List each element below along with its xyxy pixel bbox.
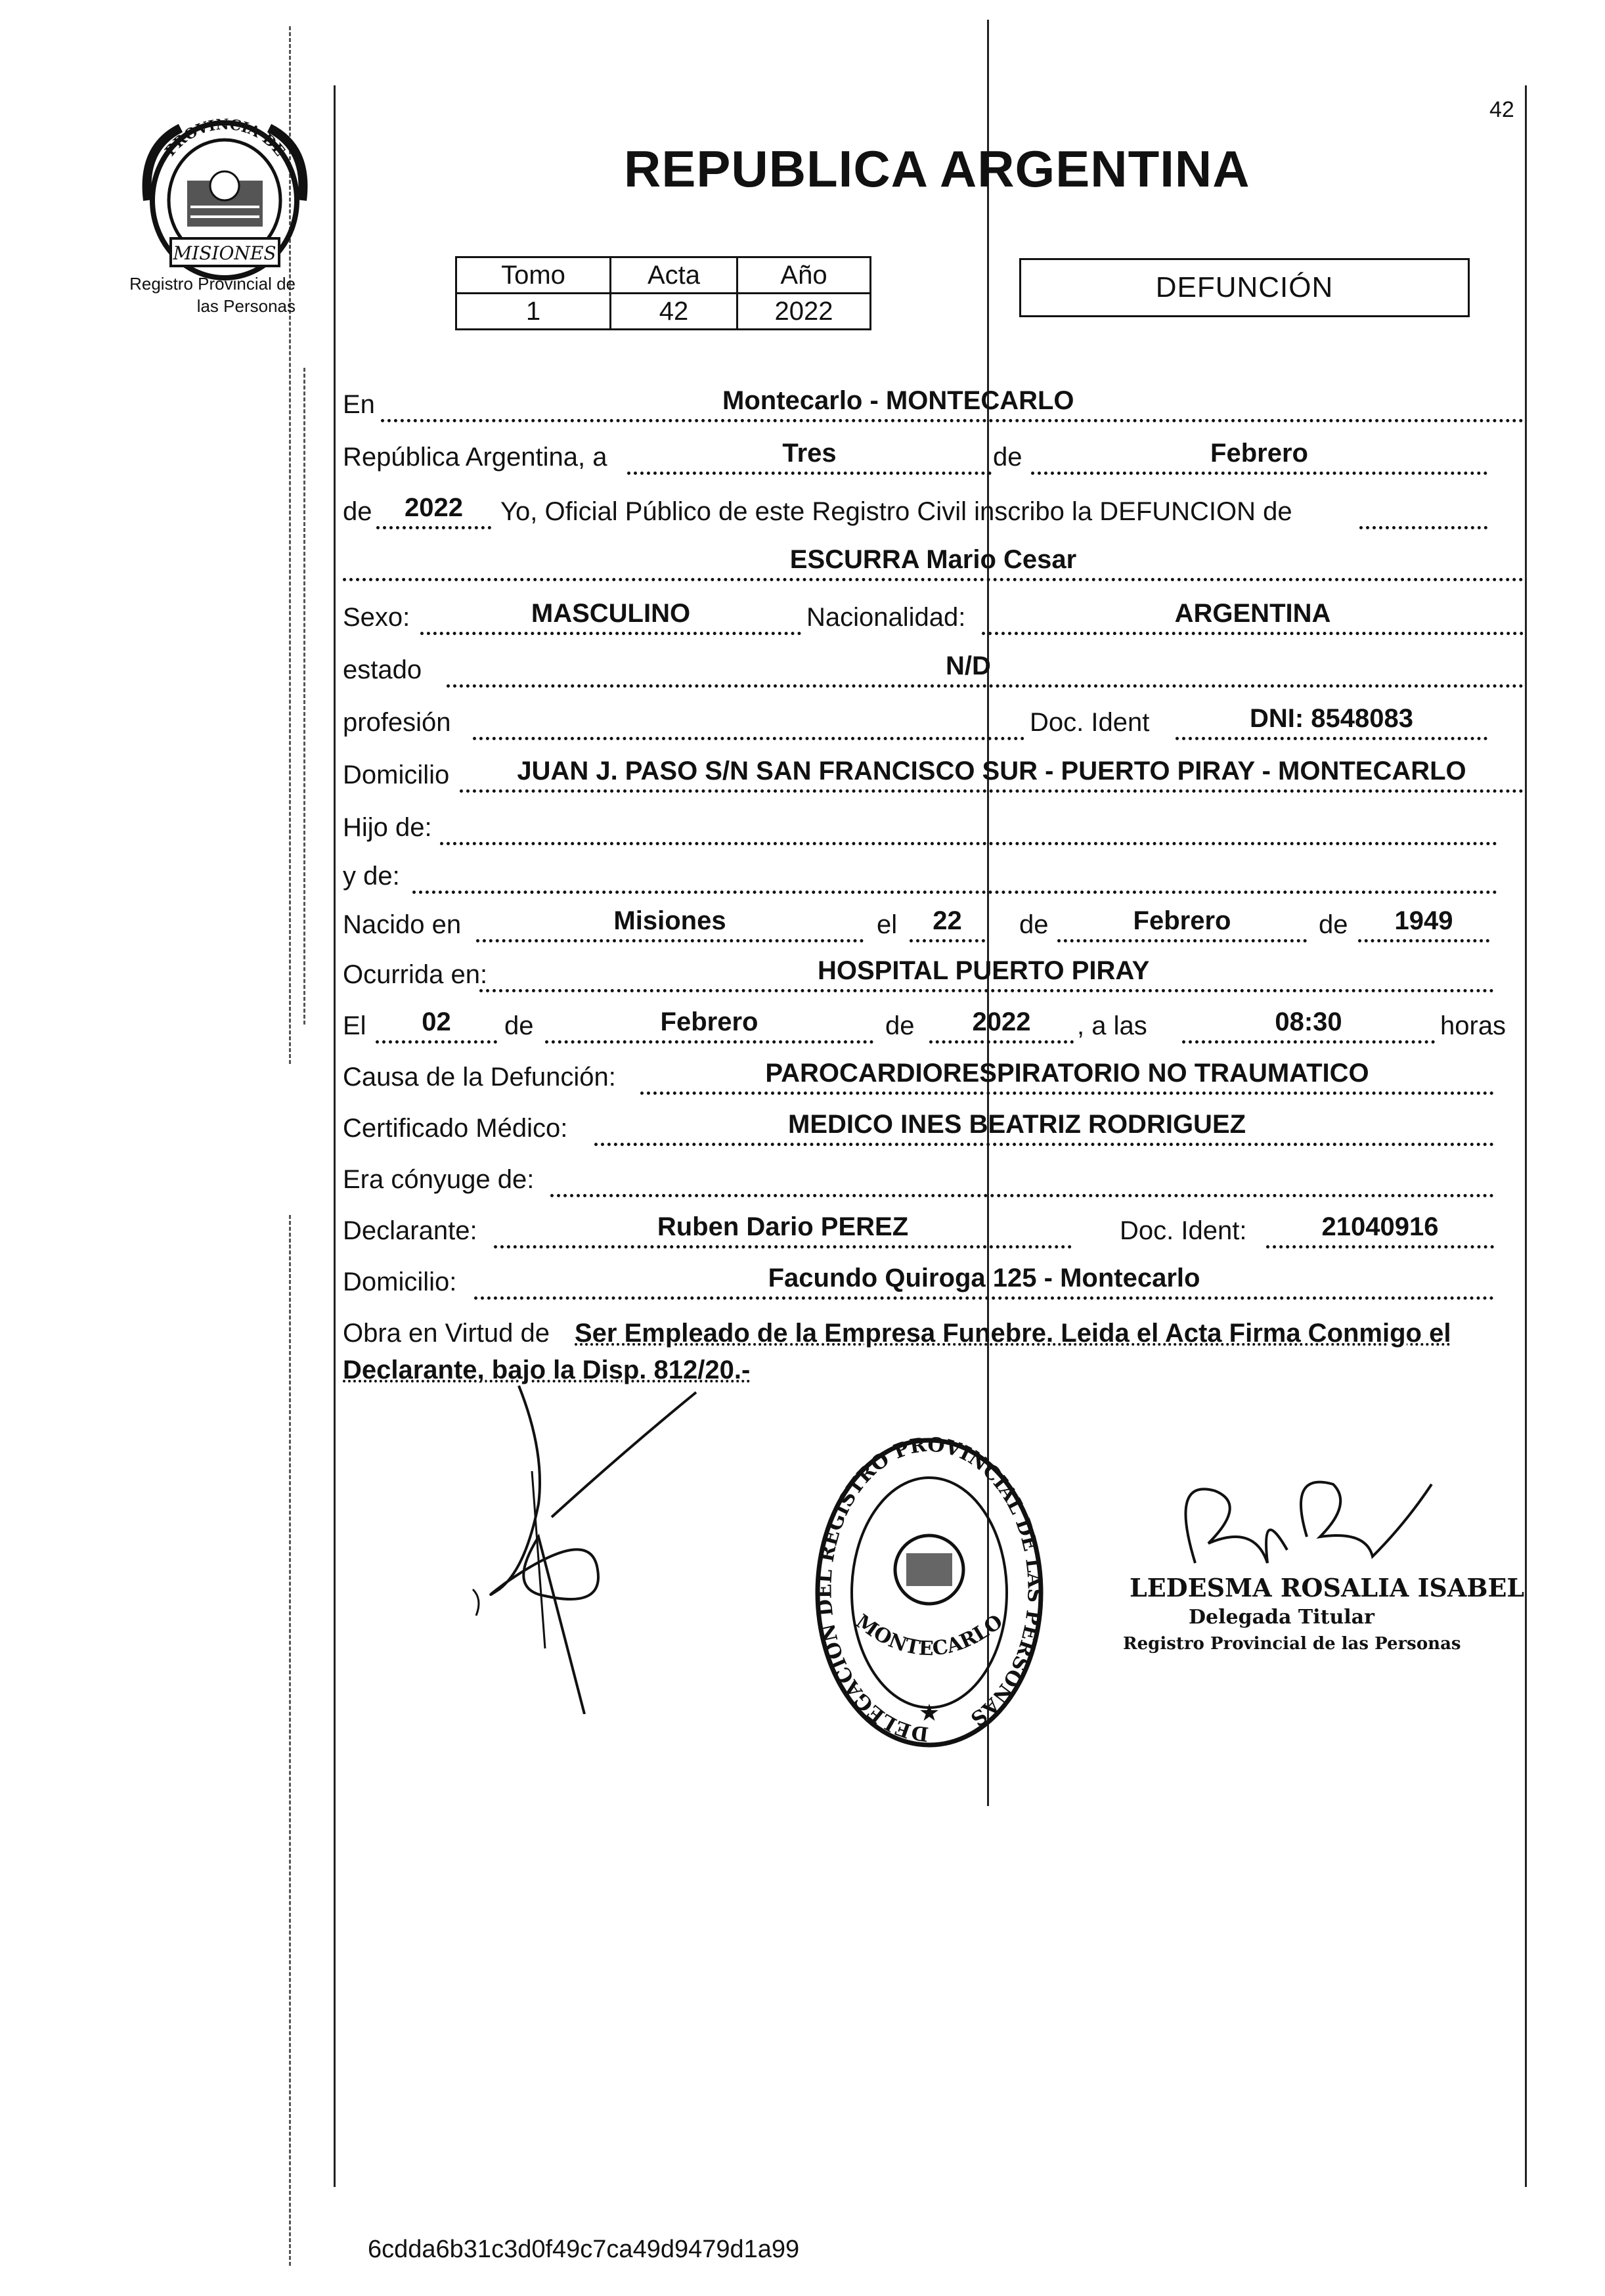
document-hash: 6cdda6b31c3d0f49c7ca49d9479d1a99 — [368, 2236, 800, 2263]
fecha-alas-label: , a las — [1077, 1011, 1147, 1040]
sexo-label: Sexo: — [343, 603, 410, 632]
month-value: Febrero — [1210, 439, 1308, 468]
page-title: REPUBLICA ARGENTINA — [624, 140, 1250, 198]
republica-label: República Argentina, a — [343, 443, 607, 472]
nacido-el-label: el — [877, 910, 898, 939]
nacido-place: Misiones — [613, 906, 726, 935]
nacionalidad-label: Nacionalidad: — [806, 603, 966, 632]
certificado-label: Certificado Médico: — [343, 1114, 568, 1143]
registry-label-line2: las Personas — [196, 296, 296, 316]
dotted-line — [929, 1040, 1074, 1044]
dotted-line — [376, 1040, 497, 1044]
inscription-text: Yo, Oficial Público de este Registro Civil inscribo la DEFUNCION de — [500, 497, 1292, 526]
obra-value-line1: Ser Empleado de la Empresa Funebre. Leida el Acta Firma Conmigo el — [575, 1319, 1451, 1348]
dotted-line — [627, 472, 992, 475]
nacido-de-label: de — [1019, 910, 1049, 939]
tomo-value: 1 — [456, 294, 611, 330]
causa-value: PAROCARDIORESPIRATORIO NO TRAUMATICO — [765, 1059, 1369, 1088]
official-office: Registro Provincial de las Personas — [1123, 1634, 1461, 1654]
dotted-line — [1358, 939, 1489, 942]
left-frame-line — [334, 85, 336, 2187]
fecha-el-label: El — [343, 1011, 366, 1040]
dotted-line — [594, 1143, 1494, 1146]
declarante-label: Declarante: — [343, 1216, 477, 1245]
nacido-month: Febrero — [1133, 906, 1231, 935]
right-frame-line — [1525, 85, 1527, 2187]
sexo-value: MASCULINO — [531, 599, 691, 628]
dotted-line — [910, 939, 985, 942]
dotted-line — [640, 1092, 1494, 1095]
official-name: LEDESMA ROSALIA ISABEL — [1130, 1573, 1525, 1602]
causa-label: Causa de la Defunción: — [343, 1063, 616, 1092]
day-value: Tres — [782, 439, 837, 468]
act-type-box: DEFUNCIÓN — [1019, 258, 1470, 317]
ocurrida-label: Ocurrida en: — [343, 960, 488, 989]
hijo-de-label: Hijo de: — [343, 813, 432, 842]
en-label: En — [343, 390, 375, 419]
fecha-day: 02 — [422, 1007, 451, 1036]
page-number: 42 — [1489, 97, 1514, 122]
fecha-de-label: de — [504, 1011, 534, 1040]
dotted-line — [982, 632, 1524, 635]
svg-text:★: ★ — [918, 1699, 940, 1726]
obra-value-line2: Declarante, bajo la Disp. 812/20.- — [343, 1356, 751, 1384]
declarant-signature — [460, 1373, 736, 1714]
acta-value: 42 — [611, 294, 737, 330]
fecha-horas-label: horas — [1440, 1011, 1506, 1040]
doc-ident-label: Doc. Ident — [1030, 708, 1150, 737]
profesion-label: profesión — [343, 708, 451, 737]
dotted-line — [476, 939, 864, 942]
dotted-line — [1057, 939, 1307, 942]
domicilio-decl-value: Facundo Quiroga 125 - Montecarlo — [768, 1264, 1200, 1292]
declarante-value: Ruben Dario PEREZ — [657, 1212, 909, 1241]
province-seal — [135, 108, 315, 286]
svg-text:PROVINCIA DE: PROVINCIA DE — [162, 116, 288, 160]
nacionalidad-value: ARGENTINA — [1174, 599, 1331, 628]
province-seal-icon — [135, 108, 315, 286]
conyuge-label: Era cónyuge de: — [343, 1165, 535, 1194]
dotted-line — [479, 989, 1494, 992]
dotted-line — [494, 1245, 1072, 1248]
domicilio-decl-label: Domicilio: — [343, 1268, 457, 1296]
nacido-day: 22 — [933, 906, 962, 935]
official-signature-block — [1116, 1465, 1525, 1675]
nacido-year: 1949 — [1394, 906, 1453, 935]
domicilio-label: Domicilio — [343, 761, 450, 789]
de-year-label: de — [343, 497, 372, 526]
y-de-label: y de: — [343, 862, 400, 891]
official-role: Delegada Titular — [1189, 1606, 1374, 1629]
en-value: Montecarlo - MONTECARLO — [722, 386, 1074, 415]
dotted-line — [1176, 737, 1487, 740]
stamp-seal-icon — [808, 1432, 1051, 1754]
book-reference-table — [455, 256, 871, 330]
domicilio-value: JUAN J. PASO S/N SAN FRANCISCO SUR - PUERTO PIRAY - MONTECARLO — [517, 757, 1466, 785]
dotted-line — [1266, 1245, 1494, 1248]
fecha-de2-label: de — [885, 1011, 915, 1040]
scan-artifact-line — [303, 368, 305, 1025]
dotted-line — [376, 526, 491, 529]
dotted-line — [440, 842, 1497, 845]
dotted-line — [460, 789, 1524, 793]
tomo-header: Tomo — [456, 257, 611, 294]
dotted-line — [343, 578, 1524, 581]
svg-text:MISIONES: MISIONES — [173, 242, 276, 264]
dotted-line — [447, 684, 1524, 688]
obra-label: Obra en Virtud de — [343, 1319, 550, 1348]
fecha-month: Febrero — [660, 1007, 759, 1036]
dotted-line — [412, 891, 1497, 894]
de-label: de — [993, 443, 1022, 472]
dotted-line — [420, 632, 801, 635]
nacido-de2-label: de — [1319, 910, 1348, 939]
anio-header: Año — [737, 257, 871, 294]
dotted-line — [1031, 472, 1487, 475]
deceased-name: ESCURRA Mario Cesar — [789, 545, 1077, 574]
official-handwritten-signature — [1156, 1465, 1445, 1570]
estado-value: N/D — [946, 651, 991, 680]
fecha-time: 08:30 — [1275, 1007, 1342, 1036]
scan-artifact-line — [289, 1215, 291, 2266]
declarante-doc-label: Doc. Ident: — [1120, 1216, 1247, 1245]
dotted-line — [1182, 1040, 1435, 1044]
acta-header: Acta — [611, 257, 737, 294]
svg-text:MONTECARLO: MONTECARLO — [851, 1610, 1007, 1661]
fecha-year: 2022 — [972, 1007, 1031, 1036]
dotted-line — [381, 419, 1524, 422]
dotted-line — [474, 1296, 1494, 1300]
ocurrida-value: HOSPITAL PUERTO PIRAY — [818, 956, 1150, 985]
dotted-line — [473, 737, 1024, 740]
svg-text:DELEGACION DEL REGISTRO PROVIN: DELEGACION DEL REGISTRO PROVINCIAL DE LAS PERSONAS — [813, 1433, 1046, 1746]
declarante-doc-value: 21040916 — [1321, 1212, 1439, 1241]
dotted-line — [545, 1040, 873, 1044]
registry-label-line1: Registro Provincial de — [129, 274, 296, 294]
nacido-en-label: Nacido en — [343, 910, 462, 939]
registry-label — [99, 273, 296, 317]
certificado-value: MEDICO INES BEATRIZ RODRIGUEZ — [788, 1110, 1246, 1139]
doc-ident-value: DNI: 8548083 — [1249, 704, 1414, 733]
estado-label: estado — [343, 655, 422, 684]
official-stamp — [808, 1432, 1051, 1754]
dotted-line — [550, 1194, 1494, 1197]
dotted-line — [1359, 526, 1487, 529]
year-value: 2022 — [405, 493, 463, 522]
anio-value: 2022 — [737, 294, 871, 330]
